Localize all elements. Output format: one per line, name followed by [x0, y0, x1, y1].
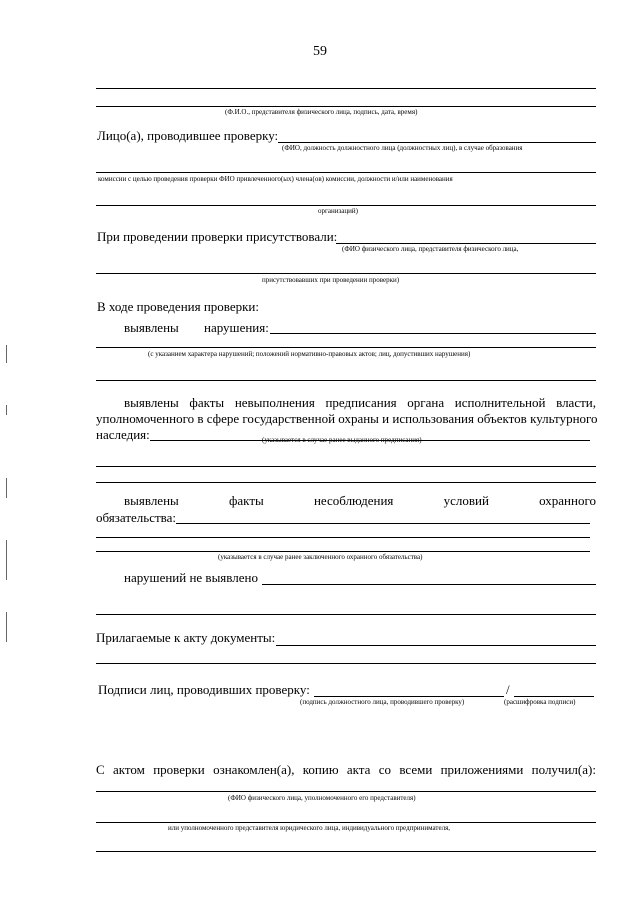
- violations-caption: (с указанием характера нарушений; положений нормативно-правовых актов; лиц, допустивших нарушения): [148, 350, 471, 358]
- fill-line: [96, 273, 596, 274]
- acknowledge-word: со: [378, 762, 392, 777]
- present-caption-2: присутствовавших при проведении проверки): [262, 276, 400, 284]
- fill-line: [96, 172, 596, 173]
- orders-line-2: уполномоченного в сфере государственной охраны и использования объектов культурного: [96, 411, 598, 426]
- fill-line: [96, 851, 596, 852]
- fill-line: [96, 88, 596, 89]
- obligation-word: выявлены: [124, 493, 179, 508]
- inspector-label: Лицо(а), проводившее проверку:: [97, 128, 279, 143]
- acknowledge-word: проверки: [153, 762, 205, 777]
- obligation-word: несоблюдения: [313, 493, 394, 508]
- signature-caption: (подпись должностного лица, проводившего проверку): [300, 698, 465, 706]
- signature-line: [314, 696, 504, 697]
- fill-line: [96, 205, 596, 206]
- violations-word-1: выявлены: [124, 320, 179, 335]
- acknowledge-word: получил(а):: [531, 762, 596, 777]
- obligation-word: условий: [443, 493, 489, 508]
- page-number: 59: [313, 44, 327, 59]
- acknowledge-caption-2: или уполномоченного представителя юридического лица, индивидуального предпринимателя,: [168, 824, 451, 832]
- present-label: При проведении проверки присутствовали:: [97, 229, 338, 244]
- fill-line: [278, 142, 596, 143]
- fill-line: [96, 537, 590, 538]
- acknowledge-word: копию: [302, 762, 339, 777]
- acknowledge-word: приложениями: [440, 762, 524, 777]
- attached-docs-label: Прилагаемые к акту документы:: [96, 630, 276, 645]
- margin-mark: [6, 478, 7, 498]
- orders-line-1: выявлены факты невыполнения предписания органа исполнительной власти,: [124, 395, 596, 410]
- fill-line: [270, 333, 596, 334]
- obligation-word: факты: [228, 493, 264, 508]
- fill-line: [96, 551, 590, 552]
- fill-line: [336, 243, 596, 244]
- fill-line: [96, 347, 596, 348]
- inspector-caption-2: комиссии с целью проведения проверки ФИО привлеченного(ых) члена(ов) комиссии, должности и/или наименования: [98, 175, 453, 183]
- fill-line: [96, 466, 596, 467]
- no-violations-label: нарушений не выявлено: [124, 570, 258, 585]
- fill-line: [262, 584, 596, 585]
- acknowledge-line: [96, 762, 596, 778]
- observer-caption: (Ф.И.О., представителя физического лица, подпись, дата, время): [225, 108, 418, 116]
- decode-line: [514, 696, 594, 697]
- obligation-caption: (указывается в случае ранее заключенного охранного обязательства): [218, 553, 423, 561]
- margin-mark: [6, 405, 7, 415]
- fill-line: [276, 645, 596, 646]
- acknowledge-word: ознакомлен(а),: [213, 762, 295, 777]
- acknowledge-word: всеми: [399, 762, 433, 777]
- fill-line: [96, 614, 596, 615]
- margin-mark: [6, 345, 7, 363]
- fill-line: [176, 523, 590, 524]
- acknowledge-word: актом: [112, 762, 145, 777]
- orders-line-3: наследия:: [96, 427, 150, 442]
- fill-line: [96, 380, 596, 381]
- obligation-line-2: обязательства:: [96, 510, 177, 525]
- fill-line: [96, 663, 596, 664]
- fill-line: [96, 482, 596, 483]
- signature-separator: /: [506, 682, 510, 697]
- acknowledge-word: С: [96, 762, 105, 777]
- orders-caption: (указывается в случае ранее выданного предписания): [262, 436, 422, 444]
- during-label: В ходе проведения проверки:: [97, 299, 260, 314]
- margin-mark: [6, 612, 7, 642]
- present-caption-1: (ФИО физического лица, представителя физического лица,: [342, 245, 519, 253]
- margin-mark: [6, 540, 7, 580]
- acknowledge-caption-1: (ФИО физического лица, уполномоченного его представителя): [228, 794, 416, 802]
- decode-caption: (расшифровка подписи): [504, 698, 576, 706]
- obligation-line-1: [124, 493, 596, 509]
- violations-word-2: нарушения:: [204, 320, 269, 335]
- signatures-label: Подписи лиц, проводивших проверку:: [98, 682, 310, 697]
- fill-line: [96, 822, 596, 823]
- inspector-caption-3: организаций): [318, 207, 358, 215]
- fill-line: [96, 791, 596, 792]
- obligation-word: охранного: [539, 493, 596, 508]
- inspector-caption-1: (ФИО, должность должностного лица (должностных лиц), в случае образования: [282, 144, 523, 152]
- fill-line: [96, 106, 596, 107]
- acknowledge-word: акта: [346, 762, 371, 777]
